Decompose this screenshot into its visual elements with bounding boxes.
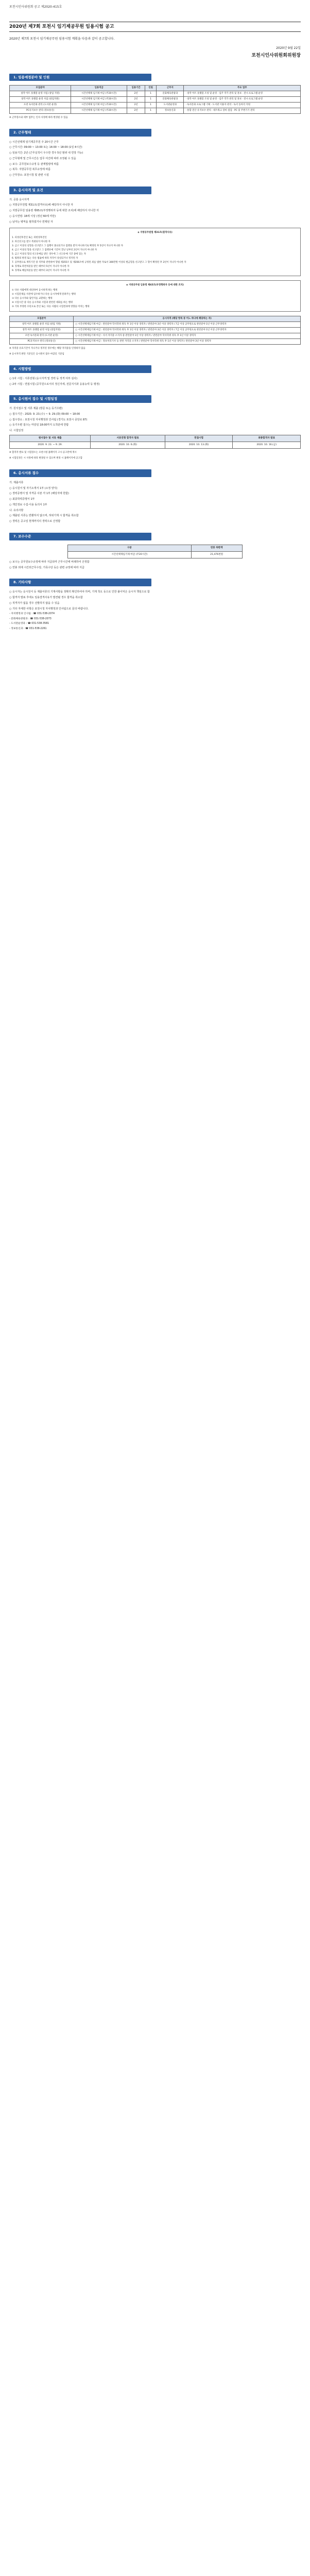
- contact-item: - 자치행정과 인사팀 : ☎ 031-538-2074: [9, 613, 55, 616]
- section-heading-5: 5. 응시원서 접수 및 시험일정: [9, 395, 151, 403]
- table-row: [10, 339, 301, 345]
- list-item: ○ 근무형태 및 근무시간은 업무 여건에 따라 조정될 수 있음: [9, 157, 76, 160]
- list-item: ○ 합격자 발표 후에도 임용결격사유가 발견될 경우 합격을 취소함: [9, 596, 83, 599]
- list-item: ○ 남자는 병역을 필하였거나 면제된 자: [9, 220, 53, 224]
- cell-duty: · 독서문화 프로그램 기획 · 도서관 이용자 관리 · 독서 동아리 지원: [184, 103, 301, 108]
- cell-grade: 시간선택제 임기제 마급 (주20시간): [71, 97, 127, 103]
- table-cell: 21,476천원: [191, 551, 242, 558]
- list-item: ○ 근무시간: 09:00 ~ 13:00 또는 14:00 ~ 18:00 (1일 4시간): [9, 146, 82, 149]
- box-line: ③ 다른 응시자와 답안지를 교환하는 행위: [12, 297, 53, 300]
- table-footnote: ※ 근무장소와 세부 업무는 인사 사정에 따라 변경될 수 있음: [9, 116, 68, 120]
- cell-field: 창작 아트 플랫폼 운영 사업 (창업지원): [10, 97, 71, 103]
- list-item: ○ 제출된 서류는 반환하지 않으며, 허위기재 시 합격을 취소함: [9, 514, 79, 518]
- list-item: ○ 1차 시험 : 서류전형 (응시자격 및 경력 등 적격 여부 심사): [9, 377, 78, 380]
- work-type-list: [9, 141, 301, 177]
- box-title: ◈ 지방공무원법 제31조(결격사유): [137, 231, 173, 234]
- list-item: ○ 경력증명서 및 자격증 사본 각 1부 (해당자에 한함): [9, 492, 69, 496]
- subheading: 가. 공통 응시자격: [9, 198, 29, 201]
- table-cell: 2020. 10. 13.(화): [165, 442, 233, 449]
- box-line: ② 시험문제를 사전에 입수하거나 다른 응시자에게 알려주는 행위: [12, 293, 76, 296]
- table-row: [68, 551, 243, 558]
- list-item: 나. 시험일정: [9, 429, 24, 433]
- cell-field: 창작 아트 플랫폼 운영 사업 (창업 지원): [10, 91, 71, 97]
- box-line: 7. 공무원으로 재직기간 중 직무와 관련하여 형법 제355조 및 제356조에 규정된 죄를 범한 자로서 300만원 이상의 벌금형을 선고받고 그 형이 확정된 후 2년이 지나지 아니한 자: [12, 261, 186, 264]
- cell-field: 창작 아트 플랫폼 운영 사업 (창업 지원): [10, 322, 74, 328]
- title-box: [9, 22, 301, 32]
- list-item: ○ 응시자는 응시원서 등 제출서류의 기재사항을 정확히 확인하여야 하며, 기재 착오 등으로 인한 불이익은 응시자 책임으로 함: [9, 590, 150, 594]
- table-row: [10, 322, 301, 328]
- section-heading-3: 3. 응시자격 및 요건: [9, 187, 151, 194]
- list-item: ○ 최종학력증명서 1부: [9, 498, 35, 501]
- cell-duty: · 통합 전산 유지보수 관리 · 네트워크 장비 점검 · PC 및 주변기기 관리: [184, 108, 301, 114]
- cell-place: 문화체육관광과: [157, 91, 184, 97]
- cell-place: 도서관운영과: [157, 103, 184, 108]
- list-item: ○ 지방공무원 임용령 제65조(부정행위자 등에 대한 조치)에 해당하지 아니한 자: [9, 209, 99, 213]
- qualification-table: [9, 316, 301, 345]
- cell-field: 포천 독서문화 관리 (도서관 운영): [10, 103, 71, 108]
- table-cell: 2020. 9. 23. ~ 9. 29.: [10, 442, 91, 449]
- qualification-list: [9, 198, 301, 224]
- cell-grade: 시간선택제 임기제 마급 (주20시간): [71, 91, 127, 97]
- list-item: ○ 기타 자세한 사항은 포천시청 자치행정과 인사팀으로 문의 바랍니다.: [9, 607, 89, 611]
- cell-field: 창작 아트 플랫폼 운영 사업 (창업지원): [10, 328, 74, 333]
- cell-place: 문화체육관광과: [157, 97, 184, 103]
- table-cell: 2020. 10. 16.(금): [233, 442, 301, 449]
- cell-count: 1: [145, 103, 156, 108]
- cell-period: 2년: [127, 91, 145, 97]
- cell-period: 2년: [127, 108, 145, 114]
- contact-item: - 도서관운영과 : ☎ 031-538-3581: [9, 622, 49, 625]
- list-item: ○ 2차 시험 : 면접시험 (공무원으로서의 정신자세, 전문지식과 응용능력 등 평정): [9, 382, 100, 386]
- table-cell: 2020. 10. 6.(화): [91, 442, 165, 449]
- cell-duty: · 창작 아트 플랫폼 조성 및 운영 · 입주 작가 관리 및 홍보 · 전시·프로그램 운영: [184, 91, 301, 97]
- cell-field: 포천 독서문화 관리 (도서관 운영): [10, 333, 74, 339]
- table-header: 임용기간: [127, 86, 145, 91]
- note: ※ 응시자격 판단 기준일은 응시원서 접수 마감일 기준임: [9, 353, 64, 356]
- note: ※ 자격증 유효기간이 지나거나 정지된 경우에는 해당 자격증을 인정하지 않음: [9, 347, 85, 350]
- cell-count: 1: [145, 108, 156, 114]
- section-heading-7: 7. 보수수준: [9, 533, 151, 540]
- list-item: 가. 제출서류: [9, 481, 24, 484]
- box-line: 4. 금고 이상의 형을 선고받고 그 집행유예 기간이 끝난 날부터 2년이 지나지 아니한 자: [12, 249, 97, 252]
- table-header: 연봉 하한액: [191, 545, 242, 551]
- table-header: 응시자격 (해당 항목 중 어느 하나에 해당하는 자): [74, 316, 301, 322]
- cell-field: PC유지보수 관리 (정보통신): [10, 108, 71, 114]
- list-item: ○ 임용기간: 2년 (근무실적이 우수한 경우 5년 범위 내 연장 가능): [9, 151, 83, 155]
- table-header: 근무지: [157, 86, 184, 91]
- box-line: 6. 법원의 판결 또는 다른 법률에 따라 자격이 상실되거나 정지된 자: [12, 257, 78, 260]
- cell-req: ○ 시간선택제임기제 마급 : 관련분야 학사학위 취득 후 1년 이상 경력자 / 관련분야 3년 이상 경력자 / 7급 이상 공무원으로 관련분야 1년 이상 근무경력자: [74, 322, 301, 328]
- cell-duty: · 창작 아트 플랫폼 조성 및 운영 · 입주 작가 관리 및 홍보 · 전시·프로그램 운영: [184, 97, 301, 103]
- cell-place: 정보통신과: [157, 108, 184, 114]
- list-item: ○ 응시원서 및 자기소개서 1부 (소정 양식): [9, 486, 58, 490]
- misc-list: [9, 590, 301, 611]
- list-item: ○ 경력은 공고일 현재까지의 경력으로 산정함: [9, 520, 61, 523]
- notice-number: 포천시인사위원회 공고 제2020-415호: [9, 5, 62, 9]
- box-line: ④ 시험시간 중 다른 응시자와 시험과 관련된 대화를 하는 행위: [12, 301, 73, 304]
- list-item: ○ 개인정보 수집·이용 동의서 1부: [9, 503, 47, 506]
- table-header: 임용직급: [71, 86, 127, 91]
- schedule-list: [9, 407, 301, 433]
- positions-table: [9, 85, 301, 114]
- list-item: 나. 유의사항: [9, 509, 24, 512]
- misconduct-box: [9, 280, 301, 312]
- salary-table: [67, 545, 243, 558]
- page-title: 2020년 제7회 포천시 임기제공무원 임용시험 공고: [9, 24, 114, 30]
- section-heading-1: 1. 임용예정분야 및 인원: [9, 74, 151, 81]
- section-heading-4: 4. 시험방법: [9, 365, 151, 373]
- contact-item: - 문화체육관광과 : ☎ 031-538-2073: [9, 617, 51, 620]
- list-item: ○ 보수는 공무원보수규정에 따라 지급되며 근무시간에 비례하여 산정함: [9, 560, 90, 564]
- table-header: 모집분야: [10, 316, 74, 322]
- table-header: 구분: [68, 545, 191, 551]
- box-line: 5. 금고 이상의 형의 선고유예를 받은 경우에 그 선고유예 기간 중에 있는 자: [12, 253, 86, 256]
- table-row: [10, 328, 301, 333]
- cell-grade: 시간선택제 임기제 마급 (주20시간): [71, 103, 127, 108]
- table-row: [10, 333, 301, 339]
- list-item: ○ 접수기간 : 2020. 9. 23.(수) ~ 9. 29.(화) 09:00 ~ 18:00: [9, 412, 80, 416]
- section-heading-2: 2. 근무형태: [9, 129, 151, 137]
- box-line: ① 다른 사람에게 대신하여 응시하게 하는 행위: [12, 289, 58, 292]
- box-line: 3. 금고 이상의 실형을 선고받고 그 집행이 종료되거나 집행을 받지 아니하기로 확정된 후 5년이 지나지 아니한 자: [12, 245, 123, 248]
- note: ※ 합격자 발표 및 시험장소는 포천시청 홈페이지 고시·공고란에 게시: [9, 451, 77, 454]
- table-header: 서류전형 합격자 발표: [91, 435, 165, 442]
- list-item: ○ 접수장소 : 포천시청 자치행정과 인사팀 (경기도 포천시 중앙로 87): [9, 418, 88, 421]
- cell-req: ○ 시간선택제임기제 마급 : 관련분야 학사학위 취득 후 1년 이상 경력자 / 관련분야 3년 이상 경력자 / 7급 이상 공무원으로 관련분야 1년 이상 근무경력자: [74, 328, 301, 333]
- table-row: [10, 103, 301, 108]
- list-item: 가. 원서접수 및 서류 제출 (방문 또는 등기우편): [9, 407, 63, 411]
- table-row: [10, 442, 301, 449]
- box-line: ⑤ 기타 부정한 수단으로 본인 또는 다른 사람의 시험결과에 영향을 미치는 행위: [12, 305, 90, 308]
- table-header: 최종합격자 발표: [233, 435, 301, 442]
- section-heading-6: 6. 응시서류 접수: [9, 469, 151, 477]
- box-line: 8. 징계로 파면처분을 받은 때부터 5년이 지나지 아니한 자: [12, 265, 70, 268]
- list-item: ○ 근무장소: 포천시청 및 관련 시설: [9, 174, 49, 177]
- contact-item: - 정보통신과 : ☎ 031-538-2261: [9, 627, 47, 630]
- table-cell: 시간선택제임기제 마급 (주20시간): [68, 551, 191, 558]
- table-header: 주요 업무: [184, 86, 301, 91]
- cell-req: ○ 시간선택제임기제 마급 : 사서 자격증 소지자 중 관련분야 1년 이상 경력자 / 관련분야 학사학위 취득 후 1년 이상 경력자: [74, 333, 301, 339]
- box-title: ◈ 지방공무원 임용령 제65조(부정행위자 등에 대한 조치): [126, 283, 184, 286]
- box-line: 9. 징계로 해임처분을 받은 때부터 3년이 지나지 아니한 자: [12, 269, 70, 272]
- table-row: [10, 91, 301, 97]
- notice-page: [9, 0, 301, 643]
- cell-field: PC유지보수 관리 (정보통신): [10, 339, 74, 345]
- section-heading-8: 8. 기타사항: [9, 579, 151, 586]
- table-header: 면접시험: [165, 435, 233, 442]
- cell-req: ○ 시간선택제임기제 마급 : 정보처리기사 등 관련 자격증 소지자 / 관련분야 학사학위 취득 후 1년 이상 경력자 / 관련분야 3년 이상 경력자: [74, 339, 301, 345]
- list-item: ○ 시간선택제 임기제공무원 주 20시간 근무: [9, 140, 59, 144]
- cell-grade: 시간선택제 임기제 마급 (주20시간): [71, 108, 127, 114]
- salary-list: [9, 561, 301, 570]
- list-item: ○ 등기우편 접수는 마감일 18:00까지 도착분에 한함: [9, 423, 69, 427]
- table-header: 모집분야: [10, 86, 71, 91]
- contact-list: [9, 613, 301, 631]
- issuing-organization: 포천시인사위원회위원장: [251, 53, 301, 59]
- list-item: ○ 보수: 공무원보수규정 등 관계법령에 따름: [9, 162, 59, 166]
- documents-list: [9, 481, 301, 523]
- list-item: ○ 지방공무원법 제31조(결격사유)에 해당하지 아니한 자: [9, 204, 74, 207]
- exam-method-list: [9, 377, 301, 386]
- cell-period: 2년: [127, 103, 145, 108]
- table-row: [10, 97, 301, 103]
- table-row: [10, 108, 301, 114]
- disqualification-box: [9, 228, 301, 276]
- cell-count: 1: [145, 91, 156, 97]
- note: ※ 시험일정은 시 사정에 따라 변경될 수 있으며 변경 시 홈페이지에 공고함: [9, 457, 83, 460]
- cell-count: 1: [145, 97, 156, 103]
- list-item: ○ 응시연령: 18세 이상 (정년 60세 미만): [9, 214, 56, 218]
- cell-period: 2년: [127, 97, 145, 103]
- notice-date: 2020년 9월 22일: [276, 46, 301, 50]
- list-item: ○ 연봉 외에 시간외근무수당, 가족수당 등은 관련 규정에 따라 지급: [9, 566, 84, 569]
- intro-text: 2020년 제7회 포천시 임기제공무원 임용시험 계획을 다음과 같이 공고합니다.: [9, 37, 115, 41]
- list-item: ○ 적격자가 없을 경우 선발하지 않을 수 있음: [9, 601, 60, 605]
- table-header: 인원: [145, 86, 156, 91]
- box-line: 2. 파산선고를 받고 복권되지 아니한 자: [12, 241, 50, 244]
- schedule-table: [9, 435, 301, 449]
- list-item: ○ 복무: 지방공무원 복무규정에 따름: [9, 168, 51, 172]
- table-header: 원서접수 및 서류 제출: [10, 435, 91, 442]
- box-line: 1. 피성년후견인 또는 피한정후견인: [12, 236, 47, 240]
